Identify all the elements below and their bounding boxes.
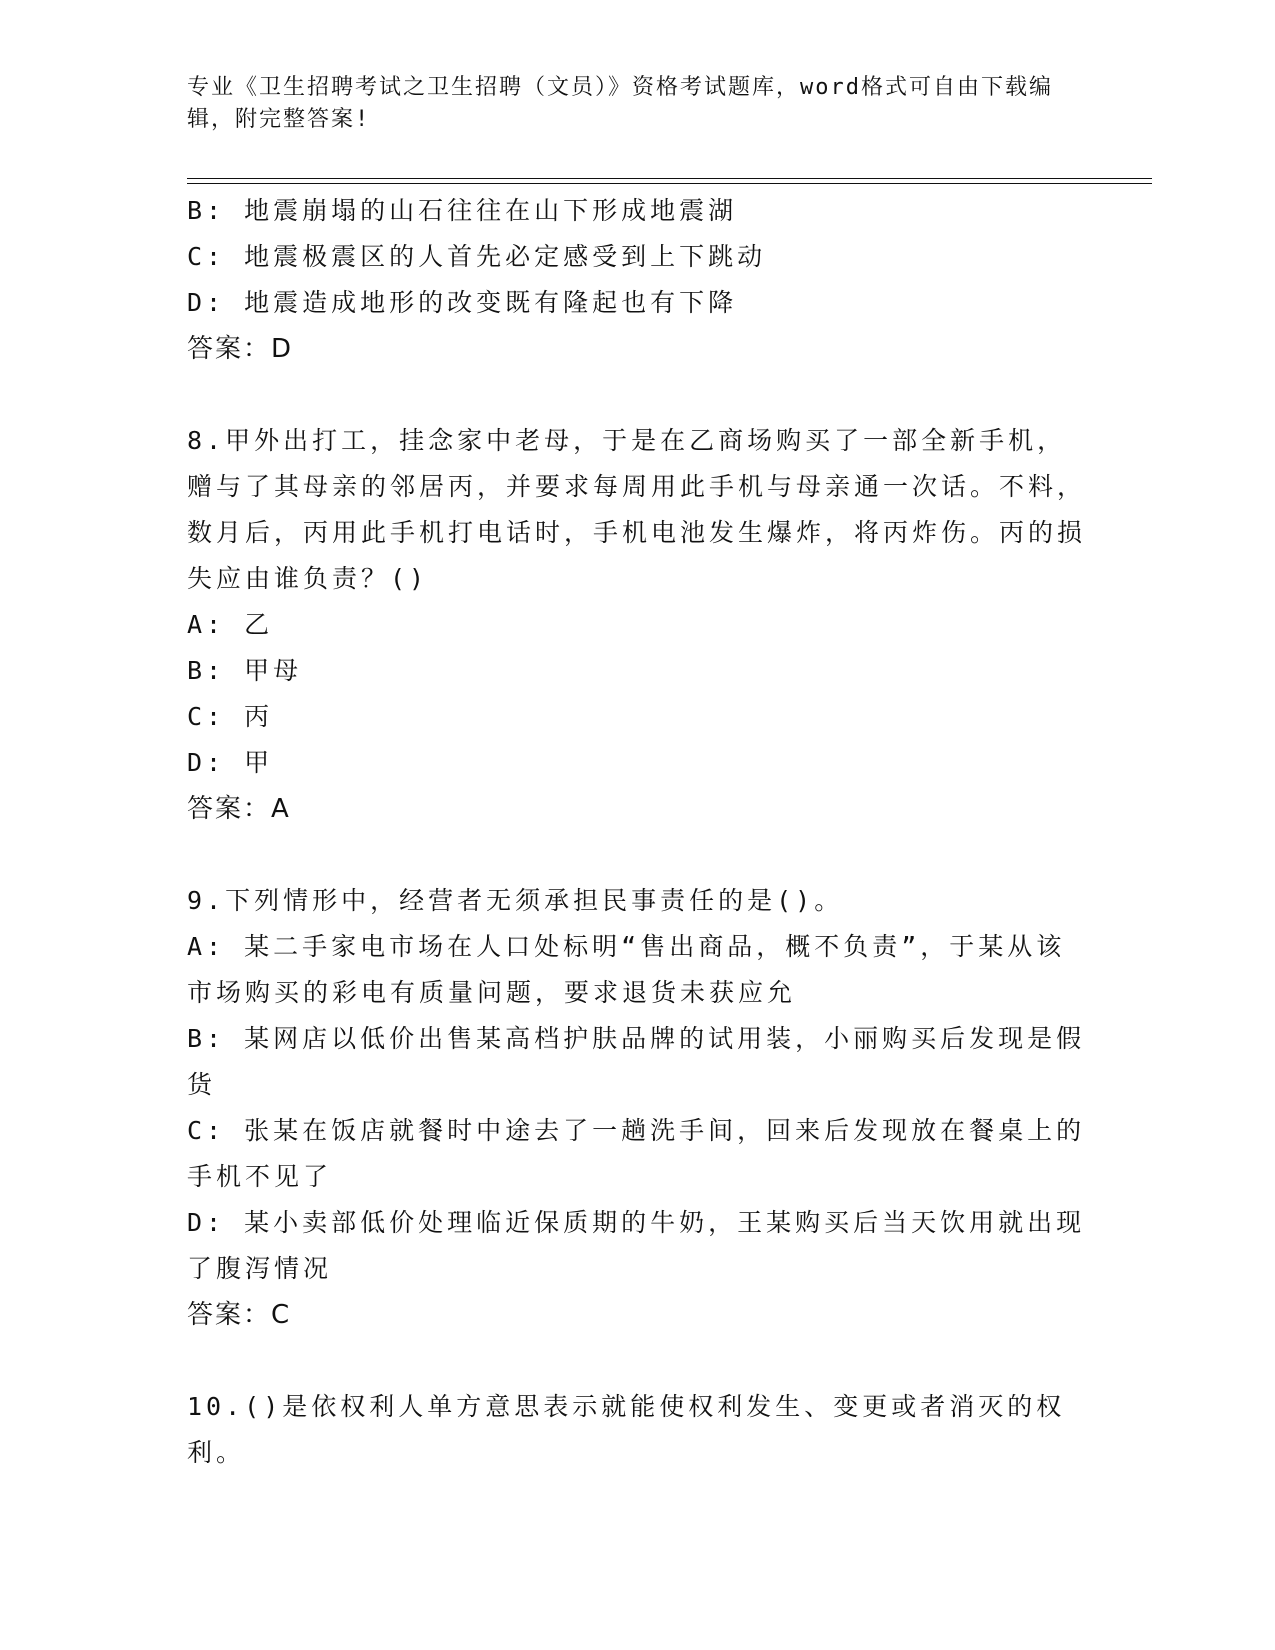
q9-option-b: B: 某网店以低价出售某高档护肤品牌的试用装，小丽购买后发现是假货 — [187, 1024, 1086, 1099]
q7-option-d: D: 地震造成地形的改变既有隆起也有下降 — [187, 288, 738, 317]
q8-option-d: D: 甲 — [187, 748, 274, 777]
q9-option-a: A: 某二手家电市场在人口处标明“售出商品，概不负责”，于某从该市场购买的彩电有质量问题，要求退货未获应允 — [187, 932, 1066, 1007]
document-header: 专业《卫生招聘考试之卫生招聘（文员）》资格考试题库，word格式可自由下载编辑，附完整答案! — [187, 75, 1053, 132]
question-7-tail — [187, 188, 1087, 372]
spacer — [187, 1338, 1087, 1384]
q9-option-d: D: 某小卖部低价处理临近保质期的牛奶，王某购买后当天饮用就出现了腹泻情况 — [187, 1208, 1086, 1283]
question-9 — [187, 878, 1087, 1338]
q8-option-b: B: 甲母 — [187, 656, 303, 685]
q9-stem: 9.下列情形中，经营者无须承担民事责任的是()。 — [187, 886, 844, 915]
q8-option-a: A: 乙 — [187, 610, 274, 639]
spacer — [187, 372, 1087, 418]
question-content — [187, 188, 1087, 1476]
q8-option-c: C: 丙 — [187, 702, 274, 731]
q9-option-c: C: 张某在饭店就餐时中途去了一趟洗手间，回来后发现放在餐桌上的手机不见了 — [187, 1116, 1086, 1191]
q10-stem: 10.()是依权利人单方意思表示就能使权利发生、变更或者消灭的权利。 — [187, 1392, 1066, 1467]
q8-stem: 8.甲外出打工，挂念家中老母，于是在乙商场购买了一部全新手机，赠与了其母亲的邻居丙，并要求每周用此手机与母亲通一次话。不料，数月后，丙用此手机打电话时，手机电池发生爆炸，将丙炸伤。丙的损失应由谁负责？() — [187, 426, 1087, 593]
question-10 — [187, 1384, 1087, 1476]
spacer — [187, 832, 1087, 878]
q9-answer: 答案：C — [187, 1300, 292, 1330]
question-8 — [187, 418, 1087, 832]
q7-answer: 答案：D — [187, 334, 294, 364]
q7-option-c: C: 地震极震区的人首先必定感受到上下跳动 — [187, 242, 767, 271]
header-divider-top — [187, 178, 1152, 179]
q8-answer: 答案：A — [187, 794, 291, 824]
header-divider-bottom — [187, 183, 1152, 184]
q7-option-b: B: 地震崩塌的山石往往在山下形成地震湖 — [187, 196, 738, 225]
